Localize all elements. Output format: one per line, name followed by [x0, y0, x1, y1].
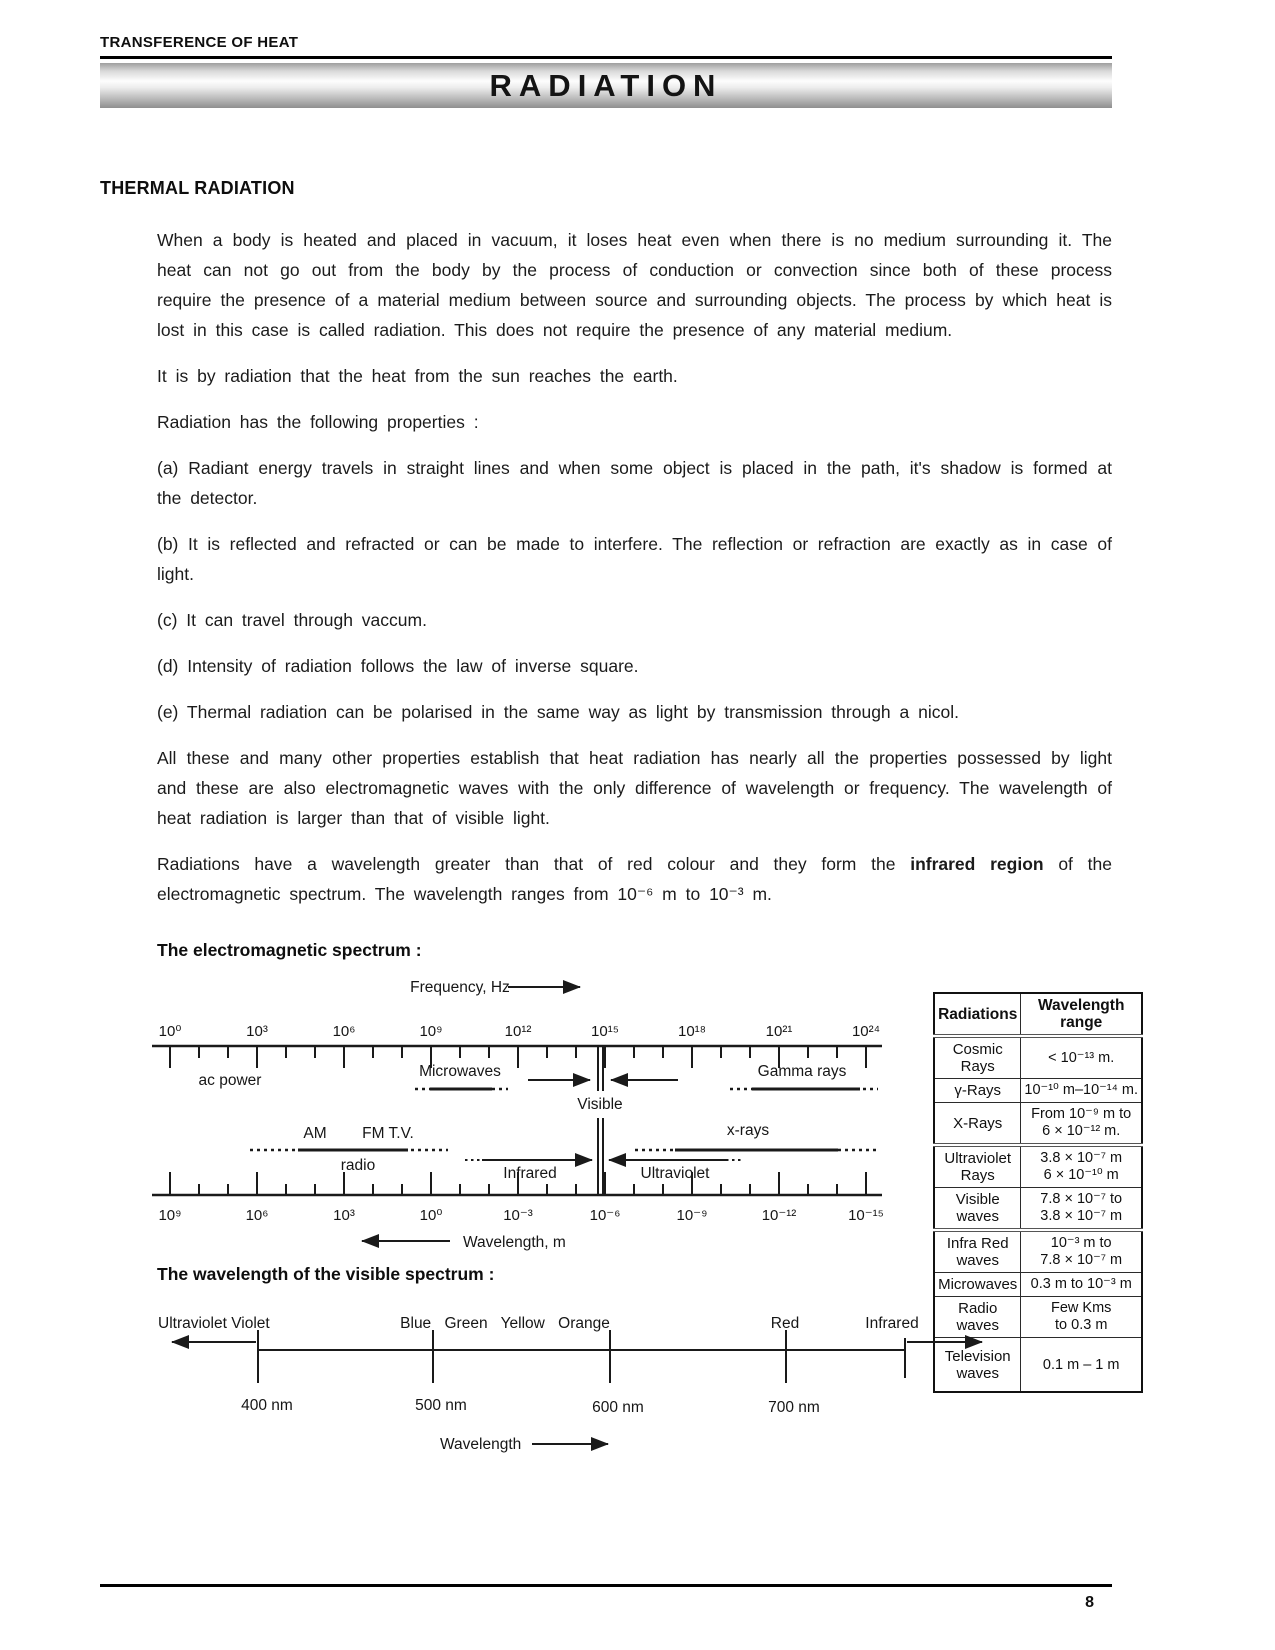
wavelength-label: Wavelength: [440, 1436, 522, 1453]
wave-tick-label: 10³: [333, 1207, 355, 1224]
wavelength-range-header-cell: Wavelength range: [1021, 993, 1142, 1036]
wave-tick-label: 10⁻¹²: [761, 1207, 797, 1224]
page-number: 8: [1085, 1594, 1094, 1611]
header-rule: [100, 56, 1112, 59]
paragraph: It is by radiation that the heat from the sun reaches the earth.: [157, 366, 678, 386]
nm-label: 700 nm: [768, 1399, 820, 1416]
infrared-pre-text: Radiations have a wavelength greater than that of red colour and they form the: [157, 854, 911, 874]
freq-tick-label: 10⁹: [419, 1023, 443, 1040]
wave-tick-label: 10⁻⁹: [676, 1207, 708, 1224]
radiation-table-row: [934, 1145, 1142, 1188]
paragraph: When a body is heated and placed in vacuum, it loses heat even when there is no medium surrounding it. The heat can not go out from the body by the process of conduction or convection since both of these process require the presence of a material medium between source and surrounding objects. The process by which heat is lost in this case is called radiation. This does not require the presence of any material medium.: [157, 230, 1112, 340]
paragraph: All these and many other properties establish that heat radiation has nearly all the properties possessed by light and these are also electromagnetic waves with the only difference of wavelength or frequency. The wavelength of heat radiation is larger than that of visible light.: [157, 748, 1112, 828]
paragraph-item-a: (a) Radiant energy travels in straight lines and when some object is placed in the path, it's shadow is formed at the detector.: [157, 458, 1112, 508]
paragraph-item-d: (d) Intensity of radiation follows the law of inverse square.: [157, 656, 639, 676]
color-labels: Blue Green Yellow Orange: [400, 1315, 610, 1332]
radiation-name-cell: Ultraviolet Rays: [934, 1145, 1021, 1188]
freq-tick-label: 10⁰: [158, 1023, 182, 1040]
paragraph-item-e: (e) Thermal radiation can be polarised in the same way as light by transmission through a nicol.: [157, 702, 959, 722]
wavelength-range-cell: 0.3 m to 10⁻³ m: [1021, 1273, 1142, 1297]
paragraph-item-b: (b) It is reflected and refracted or can be made to interfere. The reflection or refraction are exactly as in case of light.: [157, 534, 1112, 584]
visible-label: Visible: [577, 1096, 623, 1113]
table-header-row: [934, 993, 1142, 1036]
microwaves-label: Microwaves: [419, 1063, 501, 1080]
radiation-name-cell: Cosmic Rays: [934, 1036, 1021, 1079]
red-label: Red: [770, 1315, 800, 1332]
freq-tick-label: 10²¹: [765, 1023, 793, 1040]
footer-rule: [100, 1584, 1112, 1587]
em-spectrum-diagram: [130, 958, 910, 1258]
radio-label: radio: [340, 1157, 376, 1174]
page-content: [100, 34, 1112, 909]
radiation-table-row: [934, 1079, 1142, 1103]
radiation-name-cell: Infra Red waves: [934, 1230, 1021, 1273]
fm-tv-label: FM T.V.: [362, 1125, 414, 1142]
paragraph-item-c: (c) It can travel through vaccum.: [157, 610, 427, 630]
nm-label: 500 nm: [415, 1397, 467, 1414]
ultraviolet-label: Ultraviolet: [640, 1165, 710, 1182]
radiation-name-cell: X-Rays: [934, 1103, 1021, 1146]
frequency-axis-label: Frequency, Hz: [410, 979, 510, 996]
freq-tick-label: 10¹²: [504, 1023, 532, 1040]
infrared-bold-text: infrared region: [910, 854, 1044, 874]
visible-spectrum-heading: The wavelength of the visible spectrum :: [157, 1264, 495, 1284]
wavelength-range-cell: 10⁻¹⁰ m–10⁻¹⁴ m.: [1021, 1079, 1142, 1103]
nm-label: 600 nm: [592, 1399, 644, 1416]
freq-tick-label: 10¹⁸: [677, 1023, 707, 1040]
freq-tick-label: 10²⁴: [851, 1023, 881, 1040]
visible-spectrum-diagram: [130, 1288, 1000, 1458]
am-label: AM: [303, 1125, 327, 1142]
section-title: THERMAL RADIATION: [100, 178, 295, 198]
figures-region: [100, 940, 1138, 1453]
wave-tick-label: 10⁹: [158, 1207, 182, 1224]
wavelength-range-cell: Few Kms to 0.3 m: [1021, 1297, 1142, 1338]
em-spectrum-heading: The electromagnetic spectrum :: [157, 940, 422, 960]
radiation-table-row: [934, 1188, 1142, 1231]
running-header: TRANSFERENCE OF HEAT: [100, 34, 299, 51]
radiation-name-cell: Microwaves: [934, 1273, 1021, 1297]
page-footer: [100, 1584, 1112, 1612]
freq-tick-label: 10¹⁵: [591, 1023, 619, 1040]
nm-label: 400 nm: [241, 1397, 293, 1414]
radiation-name-cell: Radio waves: [934, 1297, 1021, 1338]
radiation-table-row: [934, 1230, 1142, 1273]
wave-tick-label: 10⁶: [245, 1207, 269, 1224]
freq-tick-label: 10³: [246, 1023, 268, 1040]
x-rays-label: x-rays: [726, 1122, 770, 1139]
banner-title: RADIATION: [489, 67, 723, 103]
infrared-label: Infrared: [503, 1165, 557, 1182]
wave-tick-label: 10⁻³: [503, 1207, 533, 1224]
wavelength-range-cell: 7.8 × 10⁻⁷ to 3.8 × 10⁻⁷ m: [1021, 1188, 1142, 1231]
wavelength-range-cell: 0.1 m – 1 m: [1021, 1338, 1142, 1393]
infrared-post-text: of the electromagnetic spectrum. The wavelength ranges from 10⁻⁶ m to 10⁻³ m.: [157, 854, 1112, 904]
infrared-label: Infrared: [865, 1315, 919, 1332]
wavelength-range-cell: < 10⁻¹³ m.: [1021, 1036, 1142, 1079]
radiation-table-row: [934, 1103, 1142, 1146]
ac-power-label: ac power: [198, 1072, 262, 1089]
wavelength-range-cell: 10⁻³ m to 7.8 × 10⁻⁷ m: [1021, 1230, 1142, 1273]
freq-tick-label: 10⁶: [332, 1023, 356, 1040]
chapter-banner: [100, 63, 1112, 108]
radiation-table-row: [934, 1036, 1142, 1079]
paragraph-infrared: [157, 849, 1112, 909]
gamma-rays-label: Gamma rays: [757, 1063, 847, 1080]
wavelength-range-cell: 3.8 × 10⁻⁷ m 6 × 10⁻¹⁰ m: [1021, 1145, 1142, 1188]
radiation-name-cell: Television waves: [934, 1338, 1021, 1393]
wave-tick-label: 10⁰: [419, 1207, 443, 1224]
paragraph: Radiation has the following properties :: [157, 412, 479, 432]
radiation-name-cell: Visible waves: [934, 1188, 1021, 1231]
radiation-name-cell: γ-Rays: [934, 1079, 1021, 1103]
wave-tick-label: 10⁻⁶: [589, 1207, 621, 1224]
wavelength-range-cell: From 10⁻⁹ m to 6 × 10⁻¹² m.: [1021, 1103, 1142, 1146]
wavelength-axis-label: Wavelength, m: [463, 1234, 566, 1251]
radiations-header-cell: Radiations: [934, 993, 1021, 1036]
wave-tick-label: 10⁻¹⁵: [848, 1207, 884, 1224]
ultraviolet-violet-label: Ultraviolet Violet: [158, 1315, 270, 1332]
